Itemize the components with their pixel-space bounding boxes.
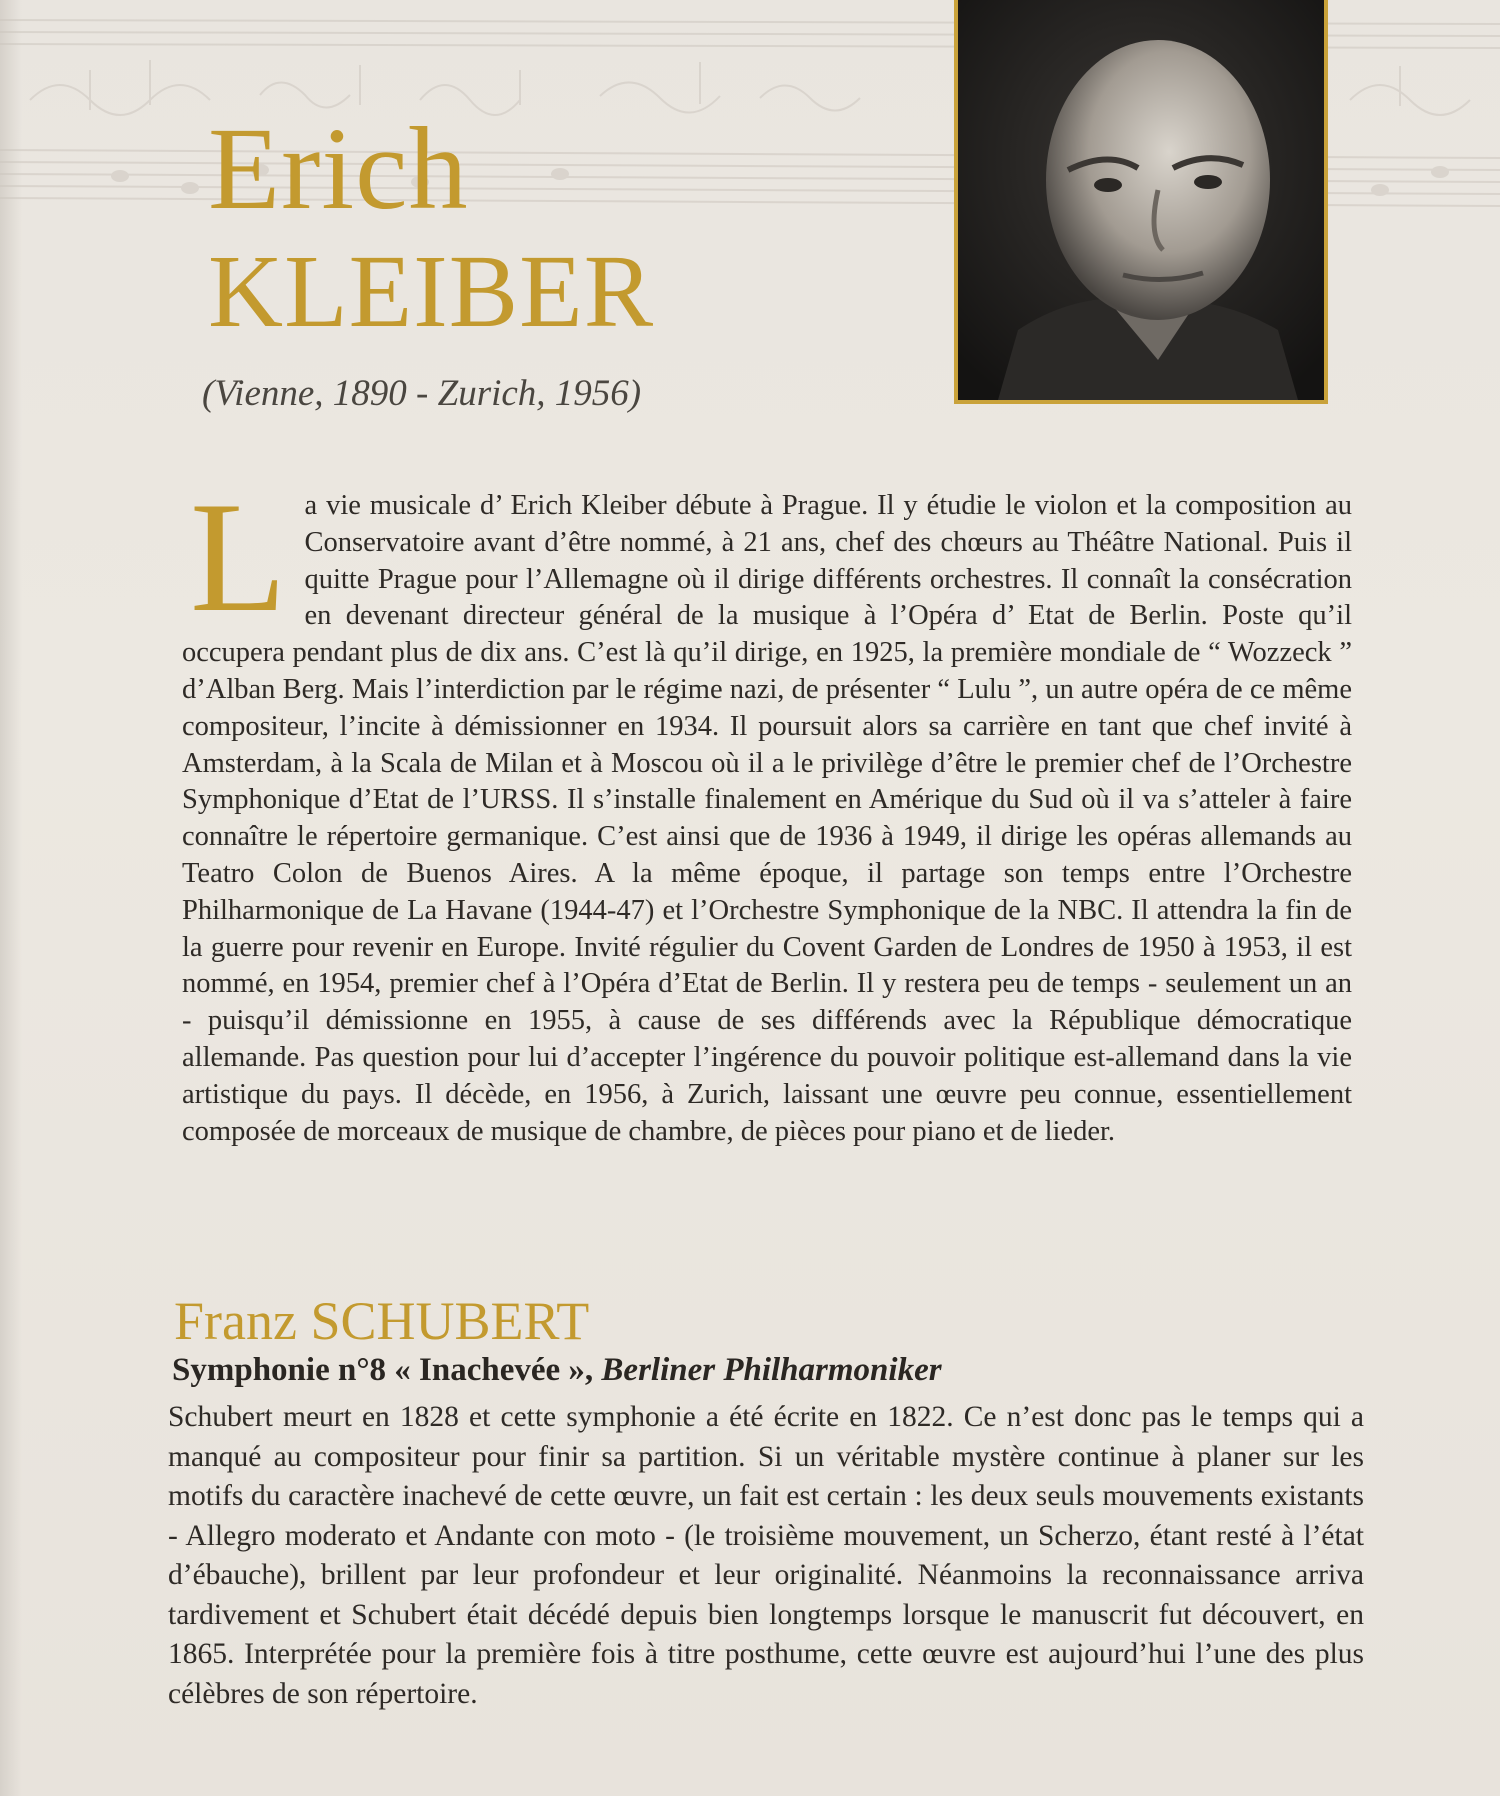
conductor-last-name: KLEIBER bbox=[208, 234, 655, 349]
schubert-description: Schubert meurt en 1828 et cette symphonie a été écrite en 1822. Ce n’est donc pas le temps qui a manqué au compositeur pour finir sa partition. Si un véritable mystère continue à planer sur les motifs du caractère inachevé de cette œuvre, un fait est certain : les deux seuls mouvements existants - Allegro moderato et Andante con moto - (le troisième mouvement, un Scherzo, étant resté à l’état d’ébauche), brillent par leur profondeur et leur originalité. Néanmoins la reconnaissance arriva tardivement et Schubert était décédé depuis bien longtemps lorsque le manuscrit fut découvert, en 1865. Interprétée pour la première fois à titre posthume, cette œuvre est aujourd’hui l’une des plus célèbres de son répertoire. bbox=[168, 1401, 1364, 1710]
portrait-photo bbox=[958, 0, 1324, 400]
biography-text: a vie musicale d’ Erich Kleiber débute à Prague. Il y étudie le violon et la composition au Conservatoire avant d’être nommé, à 21 ans, chef des chœurs au Théâtre National. Puis il quitte Prague pour l’Allemagne où il dirige différents orchestres. Il connaît la consécration en devenant directeur général de la musique à l’Opéra d’ Etat de Berlin. Poste qu’il occupera pendant plus de dix ans. C’est là qu’il dirige, en 1925, la première mondiale de “ Wozzeck ” d’Alban Berg. Mais l’interdiction par le régime nazi, de présenter “ Lulu ”, un autre opéra de ce même compositeur, l’incite à démissionner en 1934. Il poursuit alors sa carrière en tant que chef invité à Amsterdam, à la Scala de Milan et à Moscou où il a le privilège d’être le premier chef de l’Orchestre Symphonique d’Etat de l’URSS. Il s’installe finalement en Amérique du Sud où il va s’atteler à faire connaître le répertoire germanique. C’est ainsi que de 1936 à 1949, il dirige les opéras allemands au Teatro Colon de Buenos Aires. A la même époque, il partage son temps entre l’Orchestre Philharmonique de La Havane (1944-47) et l’Orchestre Symphonique de la NBC. Il attendra la fin de la guerre pour revenir en Europe. Invité régulier du Covent Garden de Londres de 1950 à 1953, il est nommé, en 1954, premier chef à l’Opéra d’Etat de Berlin. Il y restera peu de temps - seulement un an - puisqu’il démissionne en 1955, à cause de ses différends avec la République démocratique allemande. Pas question pour lui d’accepter l’ingérence du pouvoir politique est-allemand dans la vie artistique du pays. Il décède, en 1956, à Zurich, laissant une œuvre peu connue, essentiellement composée de morceaux de musique de chambre, de pièces pour piano et de lieder. bbox=[182, 490, 1352, 1147]
drop-cap: L bbox=[190, 470, 287, 645]
conductor-first-name: Erich bbox=[208, 103, 469, 234]
kleiber-portrait bbox=[954, 0, 1328, 404]
life-dates: (Vienne, 1890 - Zurich, 1956) bbox=[202, 373, 642, 414]
symphony-name: Symphonie n°8 « Inachevée », bbox=[172, 1352, 594, 1388]
work-title bbox=[172, 1352, 942, 1389]
kleiber-biography bbox=[182, 470, 1352, 1150]
page-edge-shadow bbox=[0, 0, 22, 1796]
orchestra-name: Berliner Philharmoniker bbox=[601, 1352, 942, 1388]
composer-heading: Franz SCHUBERT bbox=[174, 1291, 590, 1351]
